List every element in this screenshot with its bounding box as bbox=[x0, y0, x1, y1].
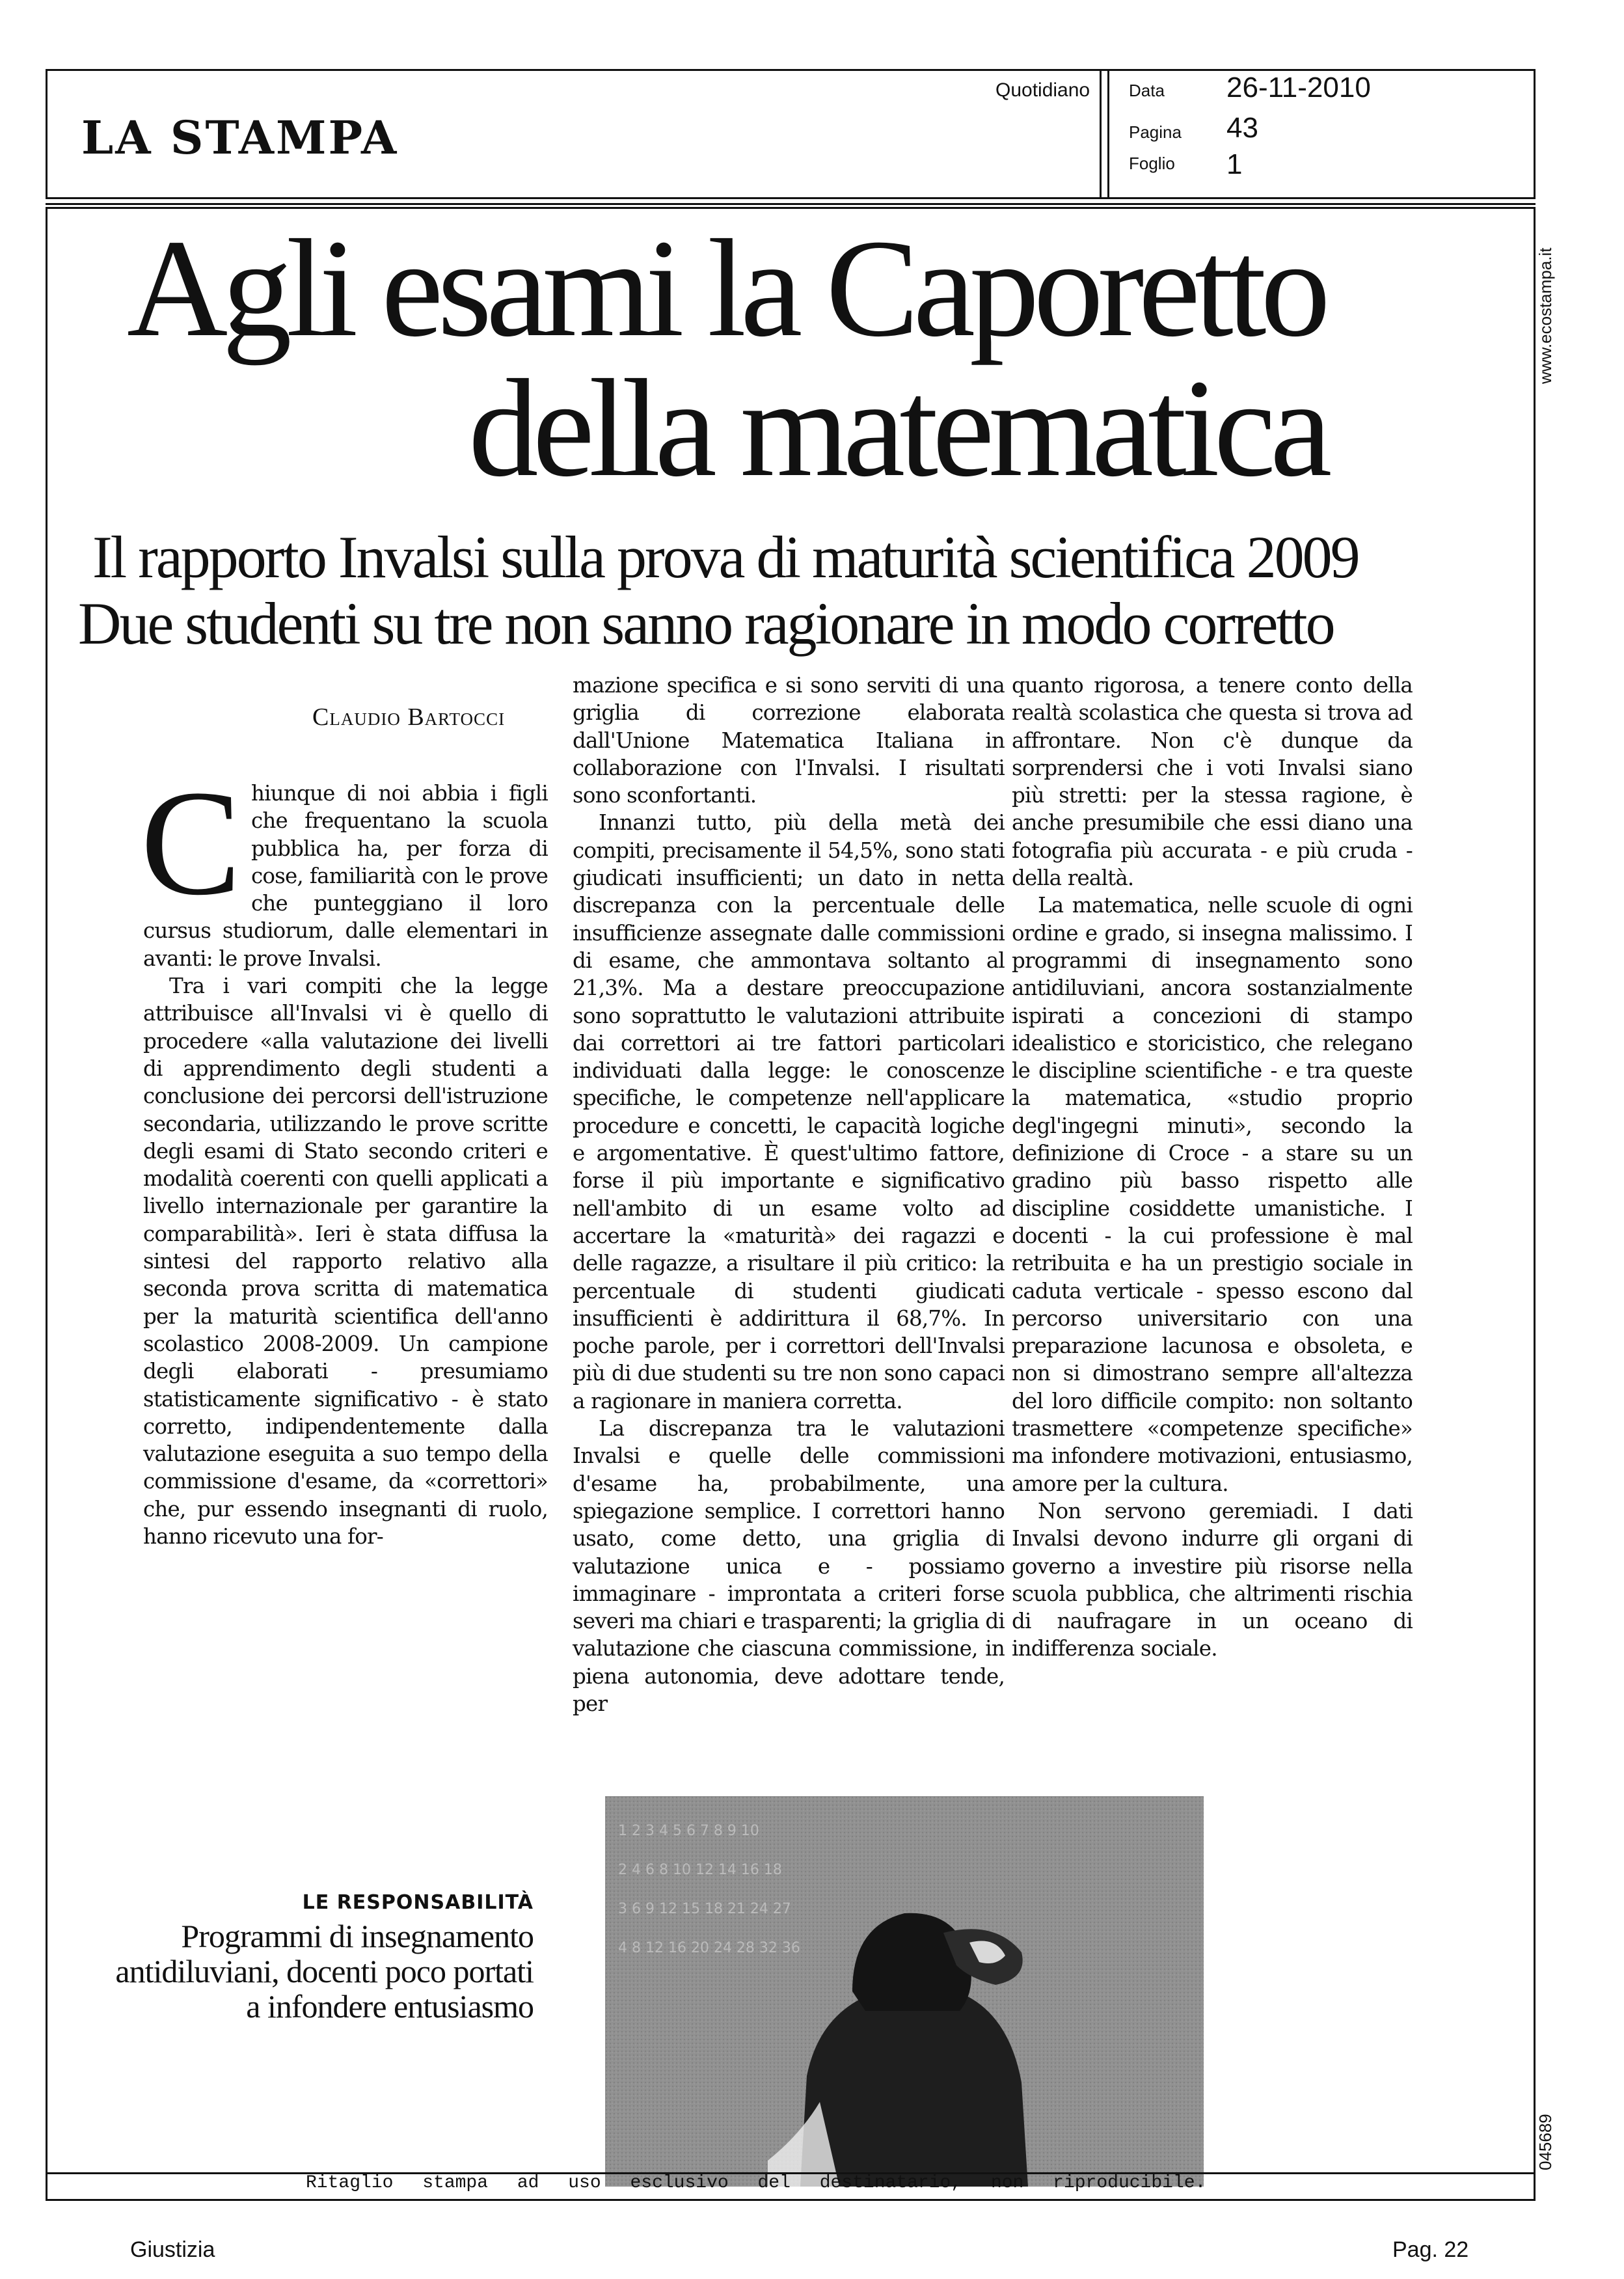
paragraph: La discrepanza tra le valutazioni Invalsi e quelle delle commissioni d'esame ha, probabilmente, una spiegazione semplice. I correttori hanno usato, come detto, una griglia di valutazione unica e - possiamo immaginare - improntata a criteri forse severi ma chiari e trasparenti; la griglia di valutazione che ciascuna commissione, in piena autonomia, deve adottare tende, per bbox=[573, 1416, 1005, 1716]
publication-type: Quotidiano bbox=[995, 79, 1090, 101]
paragraph: La matematica, nelle scuole di ogni ordine e grado, si insegna malissimo. I programmi di insegnamento sono antidiluviani, ancora sostanzialmente ispirati a concezioni di stampo idealistico e storicistico, che relegano le discipline scientifiche - e tra queste la matematica, «studio proprio degl'ingegni minuti», secondo la definizione di Croce - a stare su un gradino più basso rispetto alle discipline cosiddette umanistiche. I docenti - la cui professione è mal retribuita e ha un prestigio sociale in caduta verticale - spesso escono dal percorso universitario con una preparazione lacunosa e obsoleta, e non si dimostrano sempre all'altezza del loro difficile compito: non soltanto trasmettere «competenze specifiche» ma infondere motivazioni, entusiasmo, amore per la cultura. bbox=[1012, 893, 1413, 1496]
svg-text:4 8 12 16 20 24 28 32: 4 8 12 16 20 24 28 32 36 bbox=[618, 1940, 800, 1956]
paragraph: Innanzi tutto, più della metà dei compiti, precisamente il 54,5%, sono stati giudicati insufficienti; un dato in netta discrepanza con la percentuale delle insufficienze assegnate dalle commissioni di esame, che ammontava soltanto al 21,3%. Ma a destare preoccupazione sono soprattutto le valutazioni attribuite dai correttori ai tre fattori particolari individuati dalla legge: le conoscenze specifiche, le competenze nell'applicare procedure e concetti, le capacità logiche e argomentative. È quest'ultimo fattore, forse il più importante e significativo nell'ambito di un esame volto ad accertare la «maturità» dei ragazzi e delle ragazze, a risultare il più critico: la percentuale di studenti giudicati insufficienti è addirittura il 68,7%. In poche parole, per i correttori dell'Invalsi più di due studenti su tre non sono capaci a ragionare in maniera corretta. bbox=[573, 810, 1005, 1413]
caption-line-2: antidiluviani, docenti poco portati bbox=[115, 1953, 534, 1989]
paragraph: mazione specifica e si sono serviti di una griglia di correzione elaborata dall'Unione Matematica Italiana in collaborazione con l'Invalsi. I risultati sono sconfortanti. bbox=[573, 673, 1005, 808]
article-column-3 bbox=[1012, 672, 1413, 1663]
article-column-2 bbox=[573, 672, 1005, 1717]
headline-line-2: della matematica bbox=[468, 350, 1327, 506]
svg-text:1 2 3 4 5 6 7 8 9 10: 1 2 3 4 5 6 7 8 9 10 bbox=[618, 1823, 759, 1839]
masthead: LA STAMPA bbox=[81, 111, 399, 165]
svg-text:2 4 6 8 10 12 14 16 18: 2 4 6 8 10 12 14 16 18 bbox=[618, 1862, 782, 1878]
paragraph-intro bbox=[141, 759, 548, 972]
side-url: www.ecostampa.it bbox=[1536, 247, 1555, 384]
caption-kicker: LE RESPONSABILITÀ bbox=[302, 1891, 534, 1914]
byline: Claudio Bartocci bbox=[312, 703, 506, 731]
article-photo bbox=[605, 1796, 1204, 2187]
article-column-1 bbox=[141, 759, 548, 1550]
paragraph: quanto rigorosa, a tenere conto della realtà scolastica che questa si trova ad affrontare. Non c'è dunque da sorprendersi che i voti Invalsi siano più stretti: per la stessa ragione, è anche presumibile che essi diano una fotografia più accurata - e più cruda - della realtà. bbox=[1012, 673, 1413, 891]
intro-text: hiunque di noi abbia i figli che frequentano la scuola pubblica ha, per forza di cose, familiarità con le prove che punteggiano il loro cursus studiorum, dalle elementari in avanti: le prove Invalsi. bbox=[143, 781, 548, 971]
page-number: Pag. 22 bbox=[1392, 2237, 1469, 2262]
meta-label-page: Pagina bbox=[1129, 122, 1182, 142]
meta-value-date: 26-11-2010 bbox=[1226, 72, 1371, 103]
meta-label-sheet: Foglio bbox=[1129, 154, 1175, 173]
header-divider-right bbox=[1107, 69, 1109, 199]
caption-line-3: a infondere entusiasmo bbox=[246, 1988, 534, 2025]
meta-label-date: Data bbox=[1129, 81, 1165, 100]
copyright-notice: Ritaglio stampa ad uso esclusivo del destinatario, non riproducibile. bbox=[306, 2173, 1206, 2193]
side-code: 045689 bbox=[1536, 2114, 1555, 2170]
svg-text:3 6 9 12 15 18 21 24 2: 3 6 9 12 15 18 21 24 27 bbox=[618, 1901, 791, 1917]
subhead-line-1: Il rapporto Invalsi sulla prova di maturità scientifica 2009 bbox=[92, 524, 1359, 590]
header-divider-left bbox=[1100, 69, 1102, 199]
photo-caption bbox=[91, 1918, 534, 2024]
subhead-line-2: Due studenti su tre non sanno ragionare in modo corretto bbox=[78, 590, 1334, 657]
section-name: Giustizia bbox=[130, 2237, 215, 2262]
caption-line-1: Programmi di insegnamento bbox=[181, 1918, 534, 1954]
paragraph: Non servono geremiadi. I dati Invalsi devono indurre gli organi di governo a investire più risorse nella scuola pubblica, che altrimenti rischia di naufragare in un oceano di indifferenza sociale. bbox=[1012, 1498, 1413, 1661]
paragraph: Tra i vari compiti che la legge attribuisce all'Invalsi vi è quello di procedere «alla valutazione dei livelli di apprendimento degli studenti a conclusione dei percorsi dell'istruzione secondaria, utilizzando le prove scritte degli esami di Stato secondo criteri e modalità coerenti con quelli applicati a livello internazionale per garantire la comparabilità». Ieri è stata diffusa la sintesi del rapporto relativo alla seconda prova scritta di matematica per la maturità scientifica dell'anno scolastico 2008-2009. Un campione degli elaborati - presumiamo statisticamente significativo - è stato corretto, indipendentemente dalla valutazione eseguita a suo tempo della commissione d'esame, da «correttori» che, pur essendo insegnanti di ruolo, hanno ricevuto una for- bbox=[143, 974, 548, 1549]
article-frame-rule bbox=[46, 203, 1536, 205]
meta-value-sheet: 1 bbox=[1226, 148, 1243, 180]
headline-line-1: Agli esami la Caporetto bbox=[127, 210, 1325, 366]
dropcap: C bbox=[141, 759, 241, 927]
meta-value-page: 43 bbox=[1226, 112, 1258, 144]
